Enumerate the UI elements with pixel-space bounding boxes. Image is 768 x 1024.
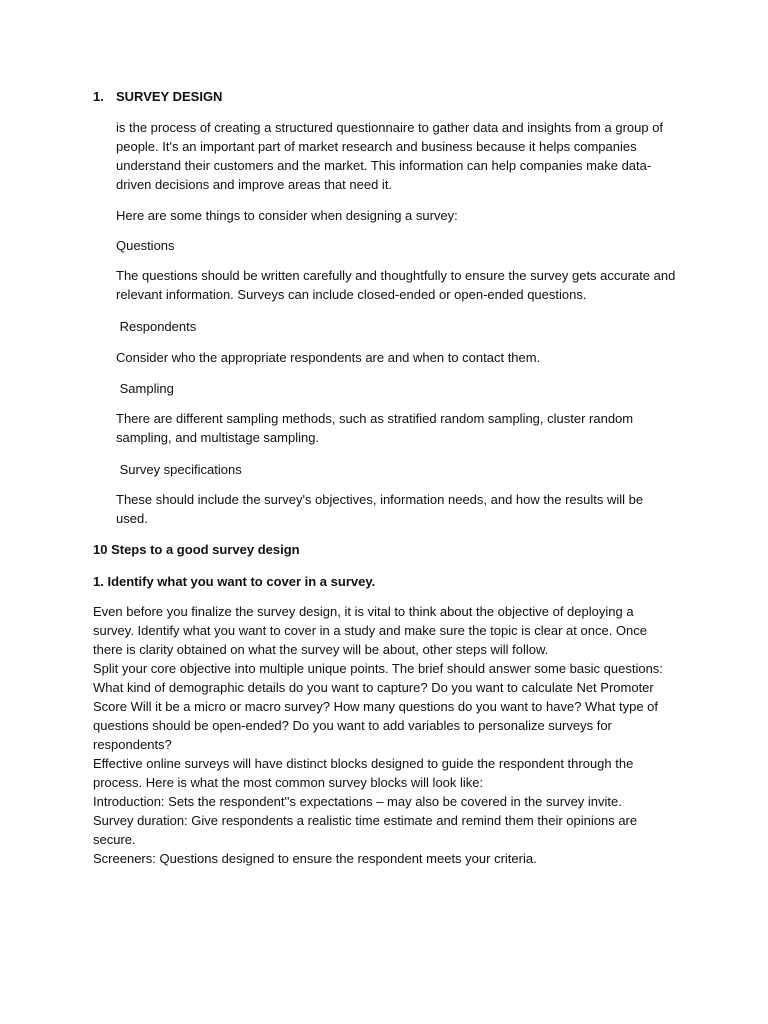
paragraph-line: process. Here is what the most common survey blocks will look like: [93,775,484,790]
section-title: SURVEY DESIGN [116,89,223,104]
paragraph-line: survey. Identify what you want to cover in a study and make sure the topic is clear at once. Once [93,623,647,638]
paragraph-line: Score Will it be a micro or macro survey? How many questions do you want to have? What type of [93,699,659,714]
item-title-sampling: Sampling [116,381,174,396]
paragraph-line: respondents? [93,737,172,752]
paragraph-line: Screeners: Questions designed to ensure the respondent meets your criteria. [93,851,537,866]
consider-lead: Here are some things to consider when designing a survey: [116,208,458,223]
paragraph-line: What kind of demographic details do you want to capture? Do you want to calculate Net Promoter [93,680,654,695]
intro-paragraph: is the process of creating a structured questionnaire to gather data and insights from a group of people. It's an important part of market research and business because it helps companies understand their customers and the market. This information can help companies make data-driven decisions and improve areas that need it. [116,120,664,192]
item-body-questions: The questions should be written carefully and thoughtfully to ensure the survey gets accurate and relevant information. Surveys can include closed-ended or open-ended questions. [116,268,676,302]
paragraph-line: Even before you finalize the survey design, it is vital to think about the objective of deploying a [93,604,634,619]
item-body-sampling: There are different sampling methods, such as stratified random sampling, cluster random sampling, and multistage sampling. [116,411,634,445]
paragraph-line: secure. [93,832,136,847]
paragraph-line: Survey duration: Give respondents a realistic time estimate and remind them their opinions are [93,813,638,828]
paragraph-line: Split your core objective into multiple unique points. The brief should answer some basic questions: [93,661,663,676]
paragraph-line: Effective online surveys will have distinct blocks designed to guide the respondent through the [93,756,634,771]
step1-heading: 1. Identify what you want to cover in a survey. [93,574,376,589]
item-title-specifications: Survey specifications [116,462,242,477]
item-title-respondents: Respondents [116,319,197,334]
paragraph-line: there is clarity obtained on what the survey will be about, other steps will follow. [93,642,549,657]
steps-heading: 10 Steps to a good survey design [93,542,300,557]
item-body-respondents: Consider who the appropriate respondents are and when to contact them. [116,350,541,365]
section-number: 1. [93,89,104,104]
item-title-questions: Questions [116,238,175,253]
paragraph-line: questions should be open-ended? Do you want to add variables to personalize surveys for [93,718,612,733]
paragraph-line: Introduction: Sets the respondent''s expectations – may also be covered in the survey invite. [93,794,622,809]
item-body-specifications: These should include the survey's objectives, information needs, and how the results will be used. [116,492,644,526]
step1-paragraph [93,602,676,868]
